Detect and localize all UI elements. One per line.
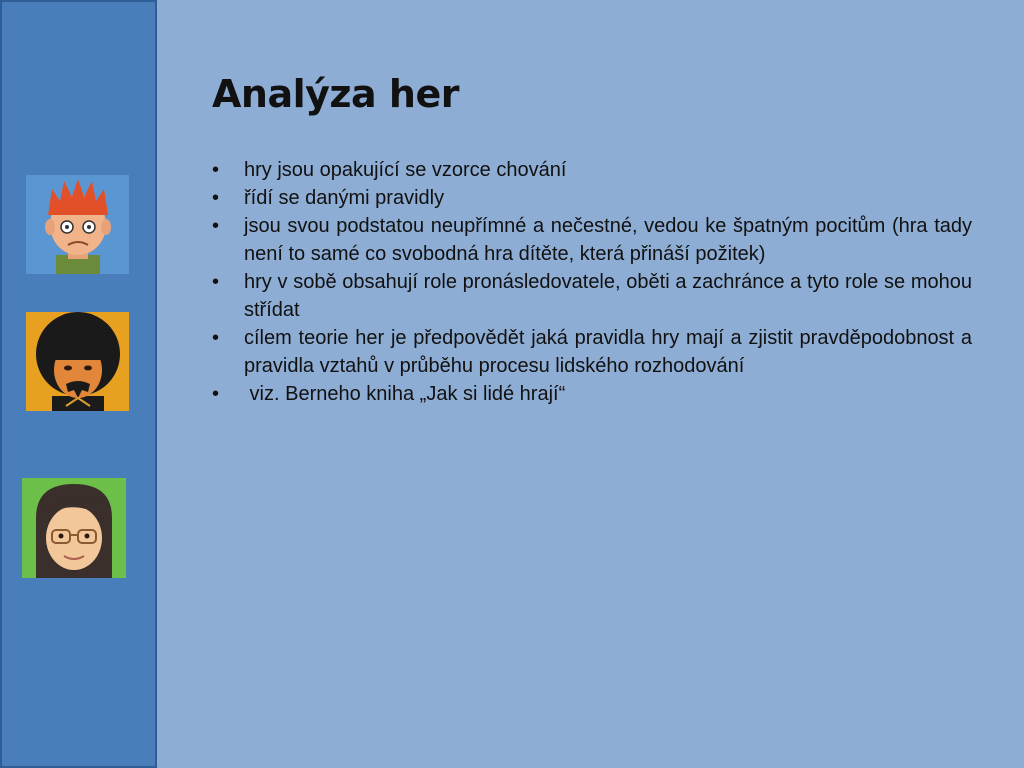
red-haired-boy-avatar-icon <box>26 175 129 274</box>
bullet-text: cílem teorie her je předpovědět jaká pravidla hry mají a zjistit pravděpodobnost a pravidla vztahů v průběhu procesu lidského rozhodování <box>244 327 972 377</box>
bullet-list <box>212 156 972 408</box>
bullet-text: viz. Berneho kniha „Jak si lidé hrají“ <box>244 383 566 405</box>
bullet-marker: • <box>212 271 220 293</box>
bullet-marker: • <box>212 215 220 237</box>
bullet-marker: • <box>212 187 220 209</box>
bullet-marker: • <box>212 383 220 405</box>
bullet-text: jsou svou podstatou neupřímné a nečestné, vedou ke špatným pocitům (hra tady není to samé co svobodná hra dítěte, která přináší požitek) <box>244 215 972 265</box>
bullet-text: hry jsou opakující se vzorce chování <box>244 159 567 181</box>
list-item <box>212 380 972 408</box>
list-item <box>212 212 972 268</box>
list-item <box>212 268 972 324</box>
bullet-marker: • <box>212 327 220 349</box>
bullet-marker: • <box>212 159 220 181</box>
bullet-text: řídí se danými pravidly <box>244 187 445 209</box>
bullet-text: hry v sobě obsahují role pronásledovatele, oběti a zachránce a tyto role se mohou střídat <box>244 271 972 321</box>
list-item <box>212 324 972 380</box>
sidebar-panel <box>0 0 157 768</box>
slide-title: Analýza her <box>212 72 459 116</box>
list-item <box>212 184 972 212</box>
afro-man-avatar-icon <box>26 312 129 411</box>
woman-with-glasses-avatar-icon <box>22 478 126 578</box>
list-item <box>212 156 972 184</box>
